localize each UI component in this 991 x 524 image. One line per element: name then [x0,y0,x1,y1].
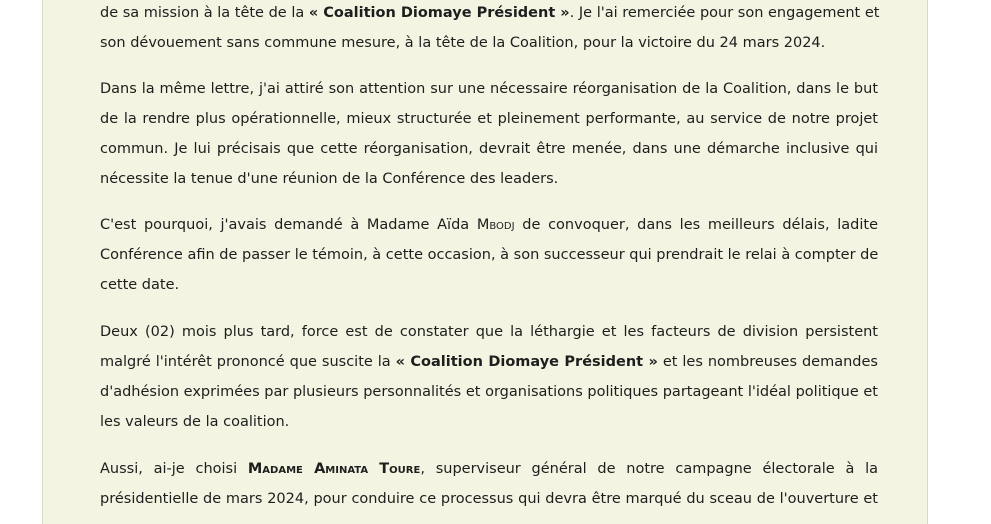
paragraph-5 [100,454,878,514]
coalition-name: « Coalition Diomaye Président » [395,354,658,370]
paragraph-2 [100,74,878,194]
paragraph-3 [100,210,878,300]
text-line: Dans la même lettre, j'ai attiré son attention sur une nécessaire réorganisation de la Coalition, dans le but [100,81,878,97]
paragraph-4 [100,317,878,437]
text-line: Conférence afin de passer le témoin, à cette occasion, à son successeur qui prendrait le relai à compter de [100,247,879,263]
text-line: nécessite la tenue d'une réunion de la Conférence des leaders. [100,171,559,187]
scanned-letter-page [42,0,928,524]
person-name: Madame Aminata Toure [247,461,421,477]
text-line: cette date. [100,277,180,293]
coalition-name: « Coalition Diomaye Président » [308,5,570,21]
text-line: Aussi, ai-je choisi Madame Aminata Toure, superviseur général de notre campagne électorale à la [100,461,878,477]
text-line: malgré l'intérêt prononcé que suscite la « Coalition Diomaye Président » et les nombreuses demandes [100,354,878,370]
text-line: son dévouement sans commune mesure, à la tête de la Coalition, pour la victoire du 24 mars 2024. [100,35,826,51]
text-line: de sa mission à la tête de la « Coalition Diomaye Président ». Je l'ai remerciée pour son engagement et [100,5,880,21]
paragraph-1 [100,0,878,58]
text-line: de la rendre plus opérationnelle, mieux structurée et pleinement performante, au service de notre projet [100,111,878,127]
person-surname: Mbodj [476,217,515,233]
text-line: présidentielle de mars 2024, pour conduire ce processus qui devra être marqué du sceau de l'ouverture et [100,491,878,507]
text-line: commun. Je lui précisais que cette réorganisation, devrait être menée, dans une démarche inclusive qui [100,141,878,157]
text-line: C'est pourquoi, j'avais demandé à Madame Aïda Mbodj de convoquer, dans les meilleurs délais, ladite [100,217,879,233]
text-line: d'adhésion exprimées par plusieurs personnalités et organisations politiques partageant l'idéal politique et [100,384,878,400]
text-line: les valeurs de la coalition. [100,414,290,430]
text-line: Deux (02) mois plus tard, force est de constater que la léthargie et les facteurs de division persistent [100,324,878,340]
